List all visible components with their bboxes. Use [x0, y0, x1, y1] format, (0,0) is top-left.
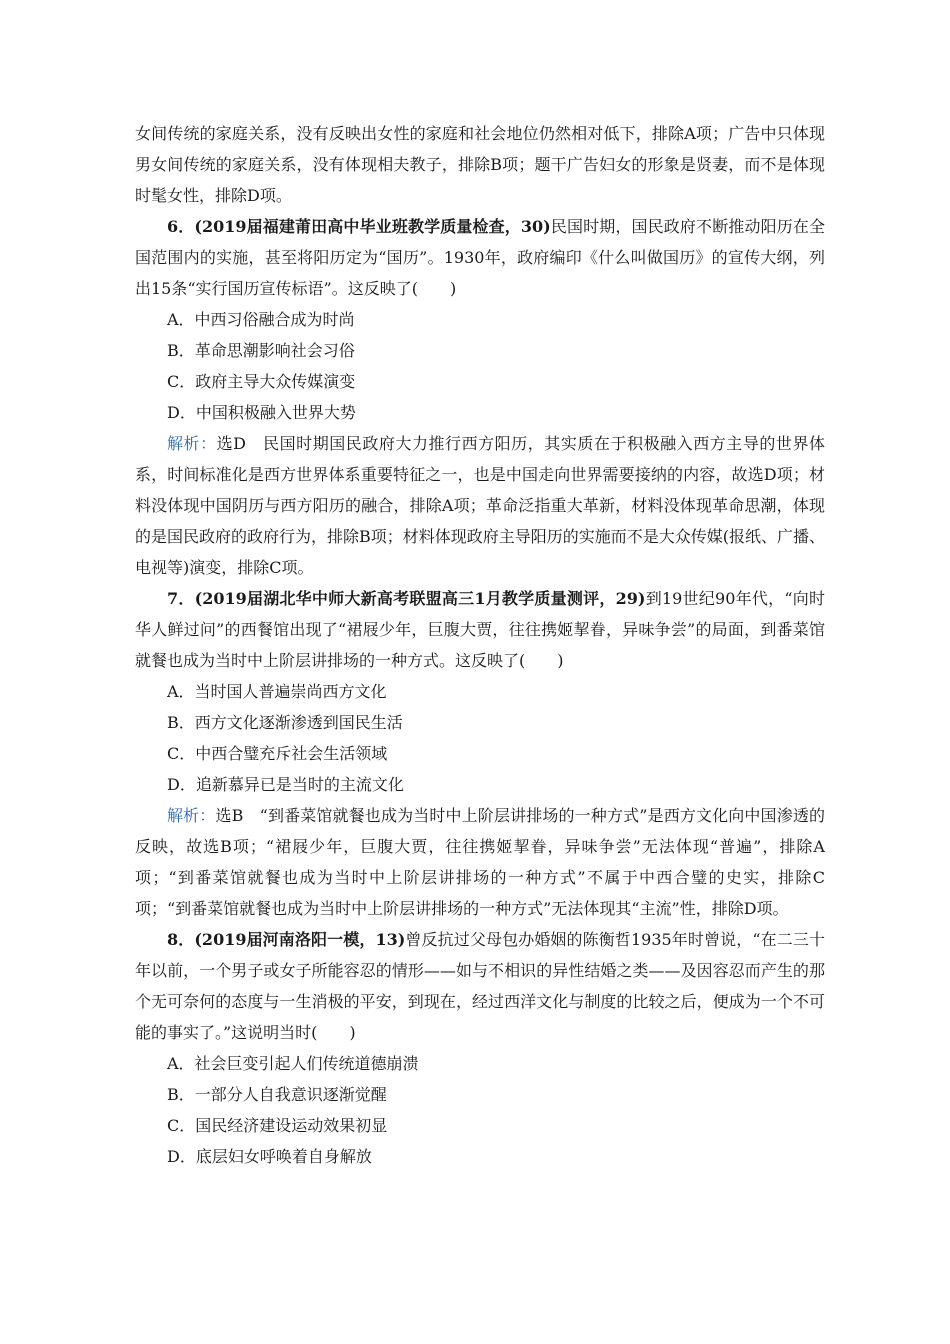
option-c: C．政府主导大众传媒演变	[167, 372, 356, 391]
question-number: 8．	[167, 930, 195, 949]
question-6-analysis	[135, 428, 825, 583]
analysis-text: 选B “到番菜馆就餐也成为当时中上阶层讲排场的一种方式”是西方文化向中国渗透的反映，故选B项；“裙屐少年，巨腹大贾，往往携姬挈眷，异味争尝”无法体现“普遍”，排除A项；“到番菜馆就餐也成为当时中上阶层讲排场的一种方式”不属于中西合璧的史实，排除C项；“到番菜馆就餐也成为当时中上阶层讲排场的一种方式”无法体现其“主流”性，排除D项。	[135, 806, 825, 918]
option-d: D．底层妇女呼唤着自身解放	[167, 1147, 372, 1166]
question-number: 7．	[167, 589, 195, 608]
option-b: B．一部分人自我意识逐渐觉醒	[167, 1085, 387, 1104]
intro-paragraph: 女间传统的家庭关系，没有反映出女性的家庭和社会地位仍然相对低下，排除A项；广告中只体现男女间传统的家庭关系，没有体现相夫教子，排除B项；题干广告妇女的形象是贤妻，而不是体现时髦女性，排除D项。	[135, 124, 825, 205]
option-d: D．中国积极融入世界大势	[167, 403, 356, 422]
question-source: (2019届福建莆田高中毕业班教学质量检查，30)	[194, 217, 551, 236]
question-8-stem	[135, 924, 825, 1048]
analysis-label: 解析：	[167, 806, 216, 825]
question-7-analysis	[135, 800, 825, 924]
option-b: B．革命思潮影响社会习俗	[167, 341, 355, 360]
document-page	[135, 118, 825, 1172]
analysis-label: 解析：	[167, 434, 217, 453]
analysis-text: 选D 民国时期国民政府大力推行西方阳历，其实质在于积极融入西方主导的世界体系，时间标准化是西方世界体系重要特征之一，也是中国走向世界需要接纳的内容，故选D项；材料没体现中国阴历与西方阳历的融合，排除A项；革命泛指重大革新，材料没体现革命思潮，体现的是国民政府的政府行为，排除B项；材料体现政府主导阳历的实施而不是大众传媒(报纸、广播、电视等)演变，排除C项。	[135, 434, 826, 577]
option-a: A．当时国人普遍崇尚西方文化	[167, 682, 387, 701]
question-source: (2019届湖北华中师大新高考联盟高三1月教学质量测评，29)	[194, 589, 646, 608]
question-text: 到19世纪90年代，“向时华人鲜过问”的西餐馆出现了“裙屐少年，巨腹大贾，往往携姬挈眷，异味争尝”的局面，到番菜馆就餐也成为当时中上阶层讲排场的一种方式。这反映了( )	[135, 589, 825, 670]
question-8	[135, 924, 825, 1172]
option-a: A．社会巨变引起人们传统道德崩溃	[167, 1054, 419, 1073]
option-d: D．追新慕异已是当时的主流文化	[167, 775, 404, 794]
question-6	[135, 211, 825, 583]
question-7	[135, 583, 825, 924]
question-6-stem	[135, 211, 825, 304]
option-a: A．中西习俗融合成为时尚	[167, 310, 355, 329]
question-7-stem	[135, 583, 825, 676]
question-text: 曾反抗过父母包办婚姻的陈衡哲1935年时曾说，“在二三十年以前，一个男子或女子所能容忍的情形——如与不相识的异性结婚之类——及因容忍而产生的那个无可奈何的态度与一生消极的平安，到现在，经过西洋文化与制度的比较之后，便成为一个不可能的事实了。”这说明当时( )	[135, 930, 825, 1042]
question-number: 6．	[167, 217, 195, 236]
question-text: 民国时期，国民政府不断推动阳历在全国范围内的实施，甚至将阳历定为“国历”。1930年，政府编印《什么叫做国历》的宣传大纲，列出15条“实行国历宣传标语”。这反映了( )	[135, 217, 825, 298]
question-source: (2019届河南洛阳一模，13)	[194, 930, 406, 949]
option-c: C．国民经济建设运动效果初显	[167, 1116, 388, 1135]
option-b: B．西方文化逐渐渗透到国民生活	[167, 713, 403, 732]
option-c: C．中西合璧充斥社会生活领域	[167, 744, 388, 763]
